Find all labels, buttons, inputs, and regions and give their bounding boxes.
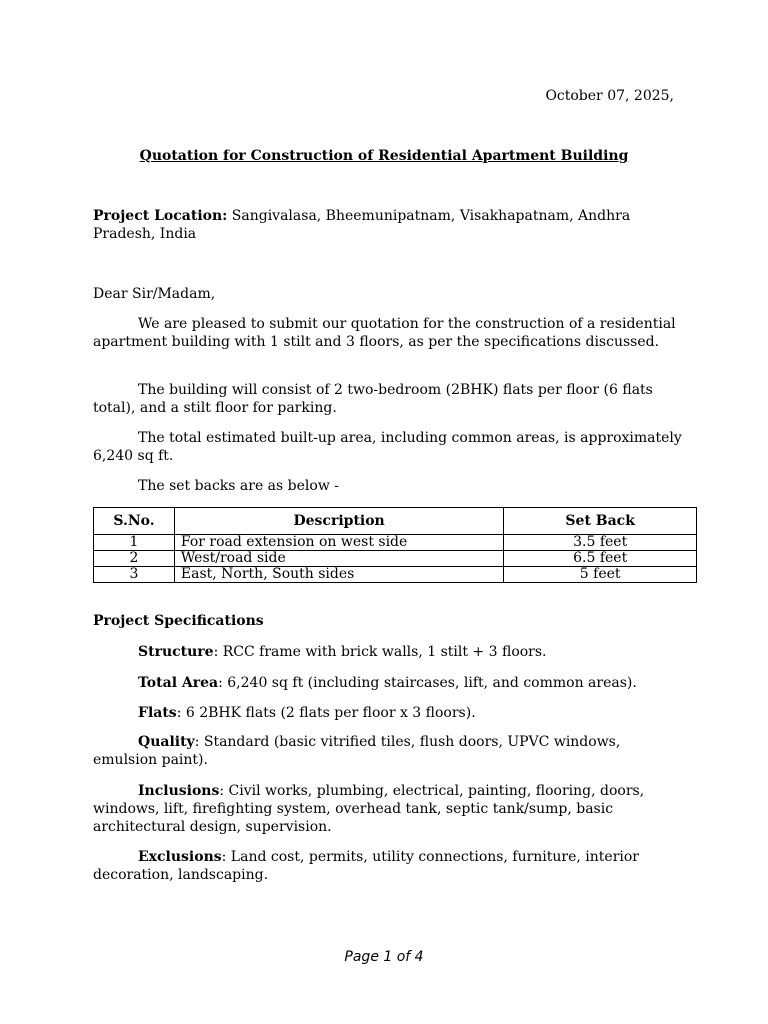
table-row bbox=[94, 551, 697, 567]
cell-sno: 1 bbox=[94, 535, 175, 551]
spec-label: Inclusions bbox=[138, 783, 220, 799]
area-paragraph: The total estimated built-up area, including common areas, is approximately 6,240 sq ft. bbox=[93, 430, 682, 464]
document-title: Quotation for Construction of Residential Apartment Building bbox=[139, 148, 629, 164]
cell-description: West/road side bbox=[174, 551, 503, 567]
project-location bbox=[93, 207, 683, 243]
spec-text: : 6,240 sq ft (including staircases, lift, and common areas). bbox=[218, 675, 637, 691]
spec-text: : RCC frame with brick walls, 1 stilt + 3 floors. bbox=[213, 644, 547, 660]
spec-label: Exclusions bbox=[138, 849, 222, 865]
spec-structure bbox=[93, 643, 683, 661]
spec-label: Quality bbox=[138, 734, 195, 750]
cell-sno: 2 bbox=[94, 551, 175, 567]
spec-label: Structure bbox=[138, 644, 214, 660]
header-sno: S.No. bbox=[94, 508, 175, 535]
project-location-label: Project Location: bbox=[93, 208, 228, 224]
spec-flats bbox=[93, 704, 683, 722]
spec-text: : Civil works, plumbing, electrical, painting, flooring, doors, windows, lift, firefighting system, overhead tank, septic tank/sump, basic architectural design, supervision. bbox=[93, 783, 645, 835]
page-number: Page 1 of 4 bbox=[344, 949, 424, 965]
cell-sno: 3 bbox=[94, 567, 175, 583]
table-row bbox=[94, 535, 697, 551]
spec-text: : Land cost, permits, utility connections, furniture, interior decoration, landscaping. bbox=[93, 849, 639, 883]
specs-heading: Project Specifications bbox=[93, 613, 264, 629]
spec-exclusions bbox=[93, 848, 683, 884]
intro-paragraph: We are pleased to submit our quotation for the construction of a residential apartment building with 1 stilt and 3 floors, as per the specifications discussed. bbox=[93, 316, 676, 350]
salutation: Dear Sir/Madam, bbox=[93, 286, 216, 302]
spec-quality bbox=[93, 733, 683, 769]
header-setback: Set Back bbox=[504, 508, 697, 535]
setbacks-intro: The set backs are as below - bbox=[138, 478, 339, 494]
setbacks-table bbox=[93, 507, 697, 583]
cell-setback: 6.5 feet bbox=[504, 551, 697, 567]
table-row bbox=[94, 567, 697, 583]
spec-label: Total Area bbox=[138, 675, 219, 691]
spec-inclusions bbox=[93, 782, 683, 836]
spec-total-area bbox=[93, 674, 683, 692]
cell-description: For road extension on west side bbox=[174, 535, 503, 551]
header-description: Description bbox=[174, 508, 503, 535]
building-paragraph: The building will consist of 2 two-bedroom (2BHK) flats per floor (6 flats total), and a stilt floor for parking. bbox=[93, 382, 653, 416]
cell-description: East, North, South sides bbox=[174, 567, 503, 583]
spec-label: Flats bbox=[138, 705, 177, 721]
table-header-row bbox=[94, 508, 697, 535]
project-location-value: Sangivalasa, Bheemunipatnam, Visakhapatnam, Andhra Pradesh, India bbox=[93, 208, 631, 242]
cell-setback: 5 feet bbox=[504, 567, 697, 583]
letter-date: October 07, 2025, bbox=[545, 88, 674, 104]
spec-text: : 6 2BHK flats (2 flats per floor x 3 floors). bbox=[176, 705, 476, 721]
cell-setback: 3.5 feet bbox=[504, 535, 697, 551]
spec-text: : Standard (basic vitrified tiles, flush doors, UPVC windows, emulsion paint). bbox=[93, 734, 621, 768]
